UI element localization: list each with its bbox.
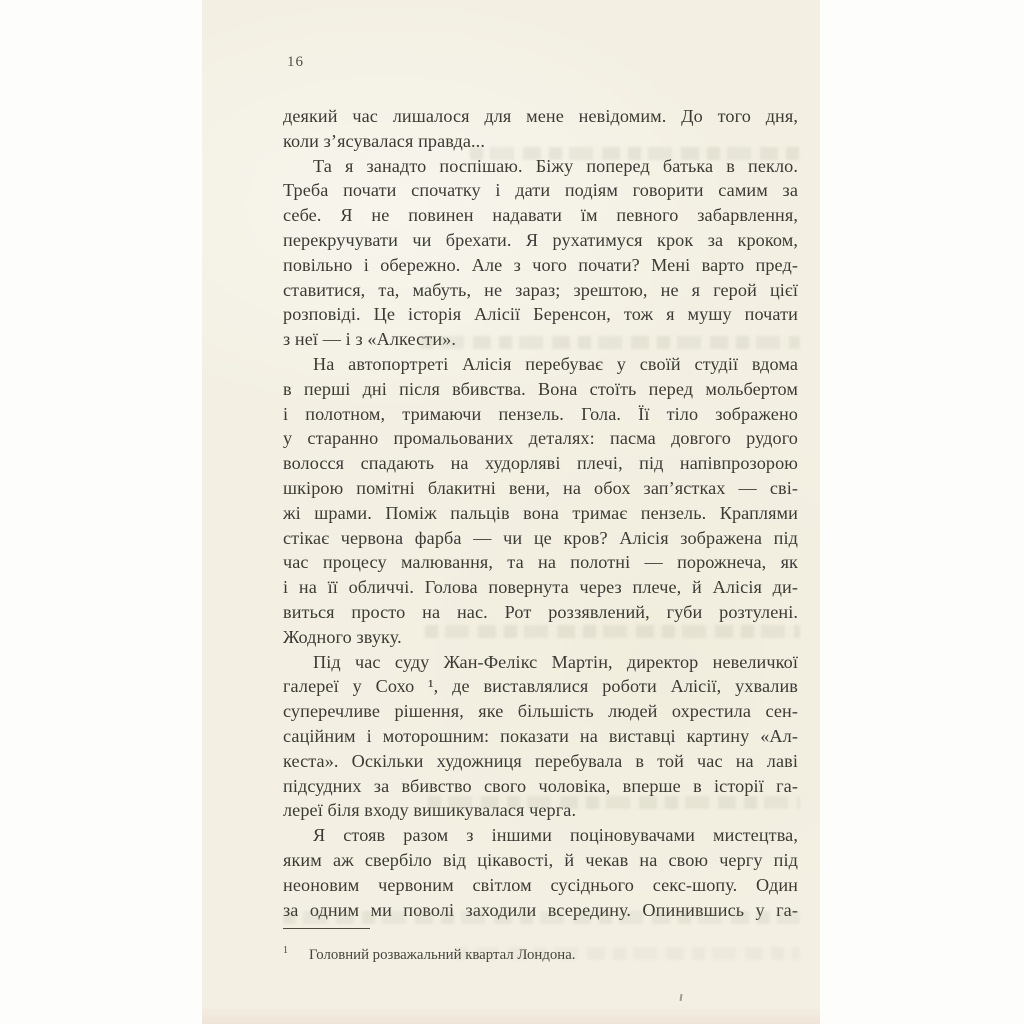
text-line: Під час суду Жан-Фелікс Мартін, директор невеличкої bbox=[313, 651, 798, 672]
text-line: стікає червона фарба — чи це кров? Алісія зображена під bbox=[283, 527, 798, 548]
footnote-separator-rule bbox=[283, 928, 370, 929]
text-line: у старанно промальованих деталях: пасма довгого рудого bbox=[283, 428, 798, 449]
book-page bbox=[202, 0, 820, 1024]
text-line: ставитися, та, мабуть, не зараз; зрештою, не я герой цієї bbox=[283, 279, 798, 300]
scan-speck-artifact bbox=[680, 994, 683, 1001]
text-line: коли з’ясувалася правда... bbox=[283, 130, 485, 151]
text-line: неоновим червоним світлом сусіднього секс-шопу. Один bbox=[283, 874, 798, 895]
text-line: Я стояв разом з іншими поціновувачами мистецтва, bbox=[313, 825, 798, 846]
footnote-marker: 1 bbox=[283, 945, 288, 956]
text-line: жі шрами. Поміж пальців вона тримає пензель. Краплями bbox=[283, 502, 798, 523]
text-line: шкірою помітні блакитні вени, на обох зап’ястках — сві- bbox=[283, 477, 798, 498]
bleed-through-artifact bbox=[420, 336, 800, 349]
text-line: розповіді. Це історія Алісії Беренсон, тож я мушу почати bbox=[283, 304, 798, 325]
text-line: час процесу малювання, та на полотні — порожнеча, як bbox=[283, 552, 798, 573]
text-line: Та я занадто поспішаю. Біжу поперед батька в пекло. bbox=[313, 155, 798, 176]
text-line: Жодного звуку. bbox=[283, 626, 402, 647]
text-line: повільно і обережно. Але з чого почати? Мені варто пред- bbox=[283, 254, 798, 275]
text-line: себе. Я не повинен надавати їм певного забарвлення, bbox=[283, 205, 798, 226]
text-line: лереї біля входу вишикувалася черга. bbox=[283, 800, 577, 821]
text-line: На автопортреті Алісія перебуває у своїй студії вдома bbox=[313, 353, 798, 374]
text-line: Треба почати спочатку і дати подіям говорити самим за bbox=[283, 180, 798, 201]
page-number: 16 bbox=[287, 54, 304, 70]
paragraph bbox=[283, 352, 798, 650]
paragraph bbox=[283, 823, 798, 922]
text-line: і полотном, тримаючи пензель. Гола. Її тіло зображено bbox=[283, 403, 798, 424]
text-line: в перші дні після вбивства. Вона стоїть перед мольбертом bbox=[283, 378, 798, 399]
text-line: за одним ми поволі заходили всередину. Опинившись у га- bbox=[283, 899, 798, 920]
text-line: волосся спадають на худорляві плечі, під напівпрозорою bbox=[283, 453, 798, 474]
bleed-through-artifact bbox=[425, 625, 800, 638]
bleed-through-artifact bbox=[428, 796, 800, 809]
text-line: галереї у Сохо ¹, де виставлялися роботи Алісії, ухвалив bbox=[283, 676, 798, 697]
text-line: кеста». Оскільки художниця перебувала в той час на лаві bbox=[283, 750, 798, 771]
text-line: виться просто на нас. Рот роззявлений, губи розтулені. bbox=[283, 601, 798, 622]
text-line: перекручувати чи брехати. Я рухатимуся крок за кроком, bbox=[283, 229, 798, 250]
paragraph bbox=[283, 154, 798, 352]
text-line: підсудних за вбивство свого чоловіка, вперше в історії га- bbox=[283, 775, 798, 796]
text-line: суперечливе рішення, яке більшість людей охрестила сен- bbox=[283, 701, 798, 722]
bleed-through-artifact bbox=[283, 911, 800, 924]
text-line: яким аж свербіло від цікавості, й чекав на свою чергу під bbox=[283, 849, 798, 870]
text-line: з неї — і з «Алкести». bbox=[283, 329, 457, 350]
text-line: саційним і моторошним: показати на виставці картину «Ал- bbox=[283, 725, 798, 746]
text-line: і на її обличчі. Голова повернута через плече, й Алісія ди- bbox=[283, 577, 798, 598]
bleed-through-artifact bbox=[470, 147, 800, 160]
footnote bbox=[283, 941, 798, 965]
footnote-text: Головний розважальний квартал Лондона. bbox=[309, 947, 576, 963]
text-line: деякий час лишалося для мене невідомим. До того дня, bbox=[283, 106, 798, 126]
